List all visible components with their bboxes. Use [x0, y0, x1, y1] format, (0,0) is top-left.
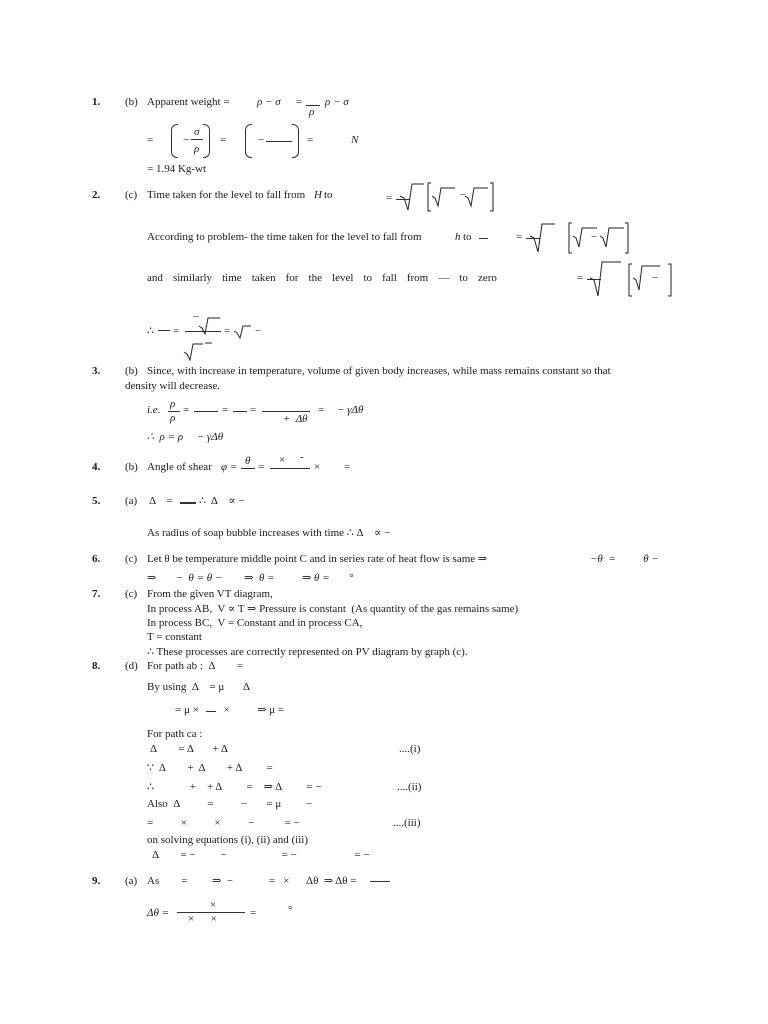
q2-l4-eq2: =: [224, 325, 231, 337]
q1-rho: ρ: [309, 106, 315, 118]
q8-line1: For path ab : Δ =: [147, 660, 244, 672]
q1-eq3: ρ − σ: [325, 96, 349, 108]
q8-line7: ∴ + + Δ = ⇒ Δ = −: [147, 781, 322, 793]
q8-line5: Δ = Δ + Δ: [150, 743, 228, 755]
q7-option: (c): [125, 588, 138, 600]
q9-number: 9.: [92, 875, 101, 887]
q7-line5: ∴ These processes are correctly represented on PV diagram by graph (c).: [147, 646, 468, 658]
q8-line4: For path ca :: [147, 728, 203, 740]
q2-w10: —: [438, 272, 450, 284]
q2-w6: level: [332, 272, 354, 284]
q3-eq1: =: [183, 404, 190, 416]
q2-l2-eq: =: [516, 231, 523, 243]
q2-to: to: [324, 189, 333, 201]
q8-line6: ∵ Δ + Δ + Δ =: [147, 762, 273, 774]
q2-w9: from: [406, 272, 429, 284]
q8-line8: Also Δ = − = μ −: [147, 798, 313, 810]
q2-l3-eq: =: [577, 272, 584, 284]
q2-number: 2.: [92, 189, 101, 201]
q3-rho-top: ρ: [170, 398, 176, 410]
q1-eq1: ρ − σ: [257, 96, 281, 108]
q9-eq: =: [250, 907, 257, 919]
q4-frac2: [270, 468, 310, 469]
q2-w3: taken: [251, 272, 276, 284]
q2-option: (c): [125, 189, 138, 201]
q2-bracket-2r: [625, 223, 628, 253]
q2-bracket-2l: [569, 223, 572, 253]
q3-end: − γΔθ: [337, 404, 364, 416]
q1-paren-right: [203, 124, 210, 158]
q4-phi: φ =: [221, 461, 238, 473]
q8-line11: Δ = − − = − = −: [152, 849, 370, 861]
q1-number: 1.: [92, 96, 101, 108]
q2-w8: fall: [382, 272, 397, 284]
q1-paren-left2: [245, 124, 252, 158]
q2-l4-eq: =: [173, 325, 180, 337]
q1-minus2: −: [258, 134, 265, 146]
q8-line10: on solving equations (i), (ii) and (iii): [147, 834, 308, 846]
q6-number: 6.: [92, 553, 101, 565]
q2-l1-bar: [396, 199, 410, 200]
q2-w11: to: [459, 272, 468, 284]
q5-line1b: ∴ Δ ∝ −: [199, 495, 245, 507]
q2-w7: to: [363, 272, 373, 284]
q5-number: 5.: [92, 495, 101, 507]
q2-sqrt-4c: [234, 326, 251, 338]
q1-line1: Apparent weight =: [147, 96, 230, 108]
q2-therefore: ∴: [147, 325, 154, 337]
q2-line3: [147, 272, 497, 285]
q2-line1: Time taken for the level to fall from: [147, 189, 306, 201]
q7-line4: T = constant: [147, 631, 202, 643]
q9-times: ×: [210, 899, 217, 911]
q6-line1: Let θ be temperature middle point C and in series rate of heat flow is same ⇒: [147, 553, 488, 565]
q3-number: 3.: [92, 365, 101, 377]
q2-l4-bar1: [158, 330, 170, 331]
q2-l4-bigbar: [185, 331, 221, 332]
q4-times2: ×: [314, 461, 321, 473]
q2-sqrt-1b: [432, 188, 455, 206]
q9-line1: As = ⇒ − = × Δθ ⇒ Δθ =: [147, 875, 357, 887]
q2-to2: to: [463, 231, 472, 243]
q6-line2: ⇒ − θ = θ − ⇒ θ = ⇒ θ = °: [147, 572, 354, 584]
q9-l1-frac: [370, 881, 390, 882]
q7-line3: In process BC, V = Constant and in process CA,: [147, 617, 363, 629]
q6-line1-rhs: −θ = θ −: [590, 553, 659, 565]
q2-l3-bar: [587, 279, 601, 280]
q2-bracket-3r: [668, 264, 671, 296]
q3-eq2: =: [222, 404, 229, 416]
q2-l1-eq: =: [386, 192, 393, 204]
q4-eq: =: [258, 461, 265, 473]
q1-option: (b): [125, 96, 138, 108]
q5-line2: As radius of soap bubble increases with time ∴ Δ ∝ −: [147, 527, 391, 539]
q2-w12: zero: [478, 272, 497, 284]
q4-times: ×: [279, 454, 286, 466]
q3-ie: i.e.: [147, 404, 161, 416]
q3-rho-bot: ρ: [170, 412, 176, 424]
q3-frac4: [262, 411, 310, 412]
q7-line1: From the given VT diagram,: [147, 588, 273, 600]
q5-frac: [180, 502, 196, 504]
q1-eq-c: =: [307, 134, 314, 146]
q2-l4-top: −: [193, 311, 200, 323]
q1-minus: −: [183, 134, 190, 146]
q8-tag3: ....(iii): [393, 817, 421, 829]
q8-l3-frac: [206, 711, 216, 712]
q2-sqrt-4b: [184, 344, 203, 360]
q1-sigma: σ: [194, 126, 200, 138]
q2-w4: for: [285, 272, 299, 284]
q8-tag2: ....(ii): [397, 781, 422, 793]
q2-l2-dash: [479, 238, 488, 239]
q4-number: 4.: [92, 461, 101, 473]
q3-frac2: [194, 411, 218, 412]
q2-l3-minus: −: [652, 272, 659, 284]
q7-number: 7.: [92, 588, 101, 600]
q9-option: (a): [125, 875, 138, 887]
q1-rho2: ρ: [194, 143, 200, 155]
q2-l2-bar: [526, 238, 540, 239]
q1-frac-bar3: [266, 141, 292, 142]
q2-bracket-1r: [490, 183, 493, 211]
q9-den: × ×: [188, 913, 217, 925]
q3-option: (b): [125, 365, 138, 377]
q3-eq3: =: [250, 404, 257, 416]
q4-option: (b): [125, 461, 138, 473]
q1-eq2: =: [296, 96, 303, 108]
q3-line1: Since, with increase in temperature, volume of given body increases, while mass remains constant so that: [147, 365, 611, 377]
q2-w2: time: [222, 272, 242, 284]
q8-option: (d): [125, 660, 138, 672]
q3-eq4: =: [318, 404, 325, 416]
q4-line1: Angle of shear: [147, 461, 212, 473]
q1-frac-bar2: [191, 139, 203, 140]
q8-line3: = μ × × ⇒ μ =: [175, 704, 285, 716]
q3-denom: + Δθ: [283, 413, 308, 425]
q2-bracket-1l: [428, 183, 431, 211]
q1-eq-b: =: [220, 134, 227, 146]
q2-sqrt-1a: [400, 184, 424, 210]
q2-sqrt-2c: [600, 228, 624, 247]
q3-line2: density will decrease.: [125, 380, 220, 392]
q2-bracket-3l: [629, 264, 632, 296]
q1-paren-left: [171, 124, 178, 158]
q1-result: = 1.94 Kg-wt: [147, 163, 207, 175]
q1-paren-right2: [292, 124, 299, 158]
q6-option: (c): [125, 553, 138, 565]
q2-H: H: [314, 189, 322, 201]
q2-l1-minus: −: [460, 189, 467, 201]
q5-line1: Δ =: [149, 495, 173, 507]
q4-dash: -: [300, 451, 304, 463]
q9-lhs: Δθ =: [147, 907, 170, 919]
q8-number: 8.: [92, 660, 101, 672]
q3-line4: ∴ ρ = ρ − γΔθ: [147, 431, 224, 443]
q3-frac3: [233, 411, 247, 412]
q2-h: h: [455, 231, 461, 243]
q4-eq2: =: [344, 461, 351, 473]
q7-line2: In process AB, V ∝ T ⇒ Pressure is constant (As quantity of the gas remains same): [147, 603, 519, 615]
q2-l2-minus: −: [591, 231, 598, 243]
q4-theta: θ: [245, 455, 251, 467]
q2-l4-minus: −: [255, 325, 262, 337]
q5-option: (a): [125, 495, 138, 507]
q9-deg: °: [288, 904, 293, 916]
q2-sqrt-1c: [465, 188, 488, 206]
q8-line2: By using Δ = μ Δ: [147, 681, 250, 693]
q2-w0: and: [147, 272, 163, 284]
q8-line9: = × × − = −: [147, 817, 300, 829]
q1-line2-eq: =: [147, 134, 154, 146]
q8-tag1: ....(i): [399, 743, 421, 755]
q2-line2: According to problem- the time taken for the level to fall from: [147, 231, 422, 243]
q1-unit: N: [351, 134, 359, 146]
q2-w1: similarly: [172, 272, 213, 284]
q2-w5: the: [308, 272, 322, 284]
q4-frac1: [241, 468, 255, 469]
